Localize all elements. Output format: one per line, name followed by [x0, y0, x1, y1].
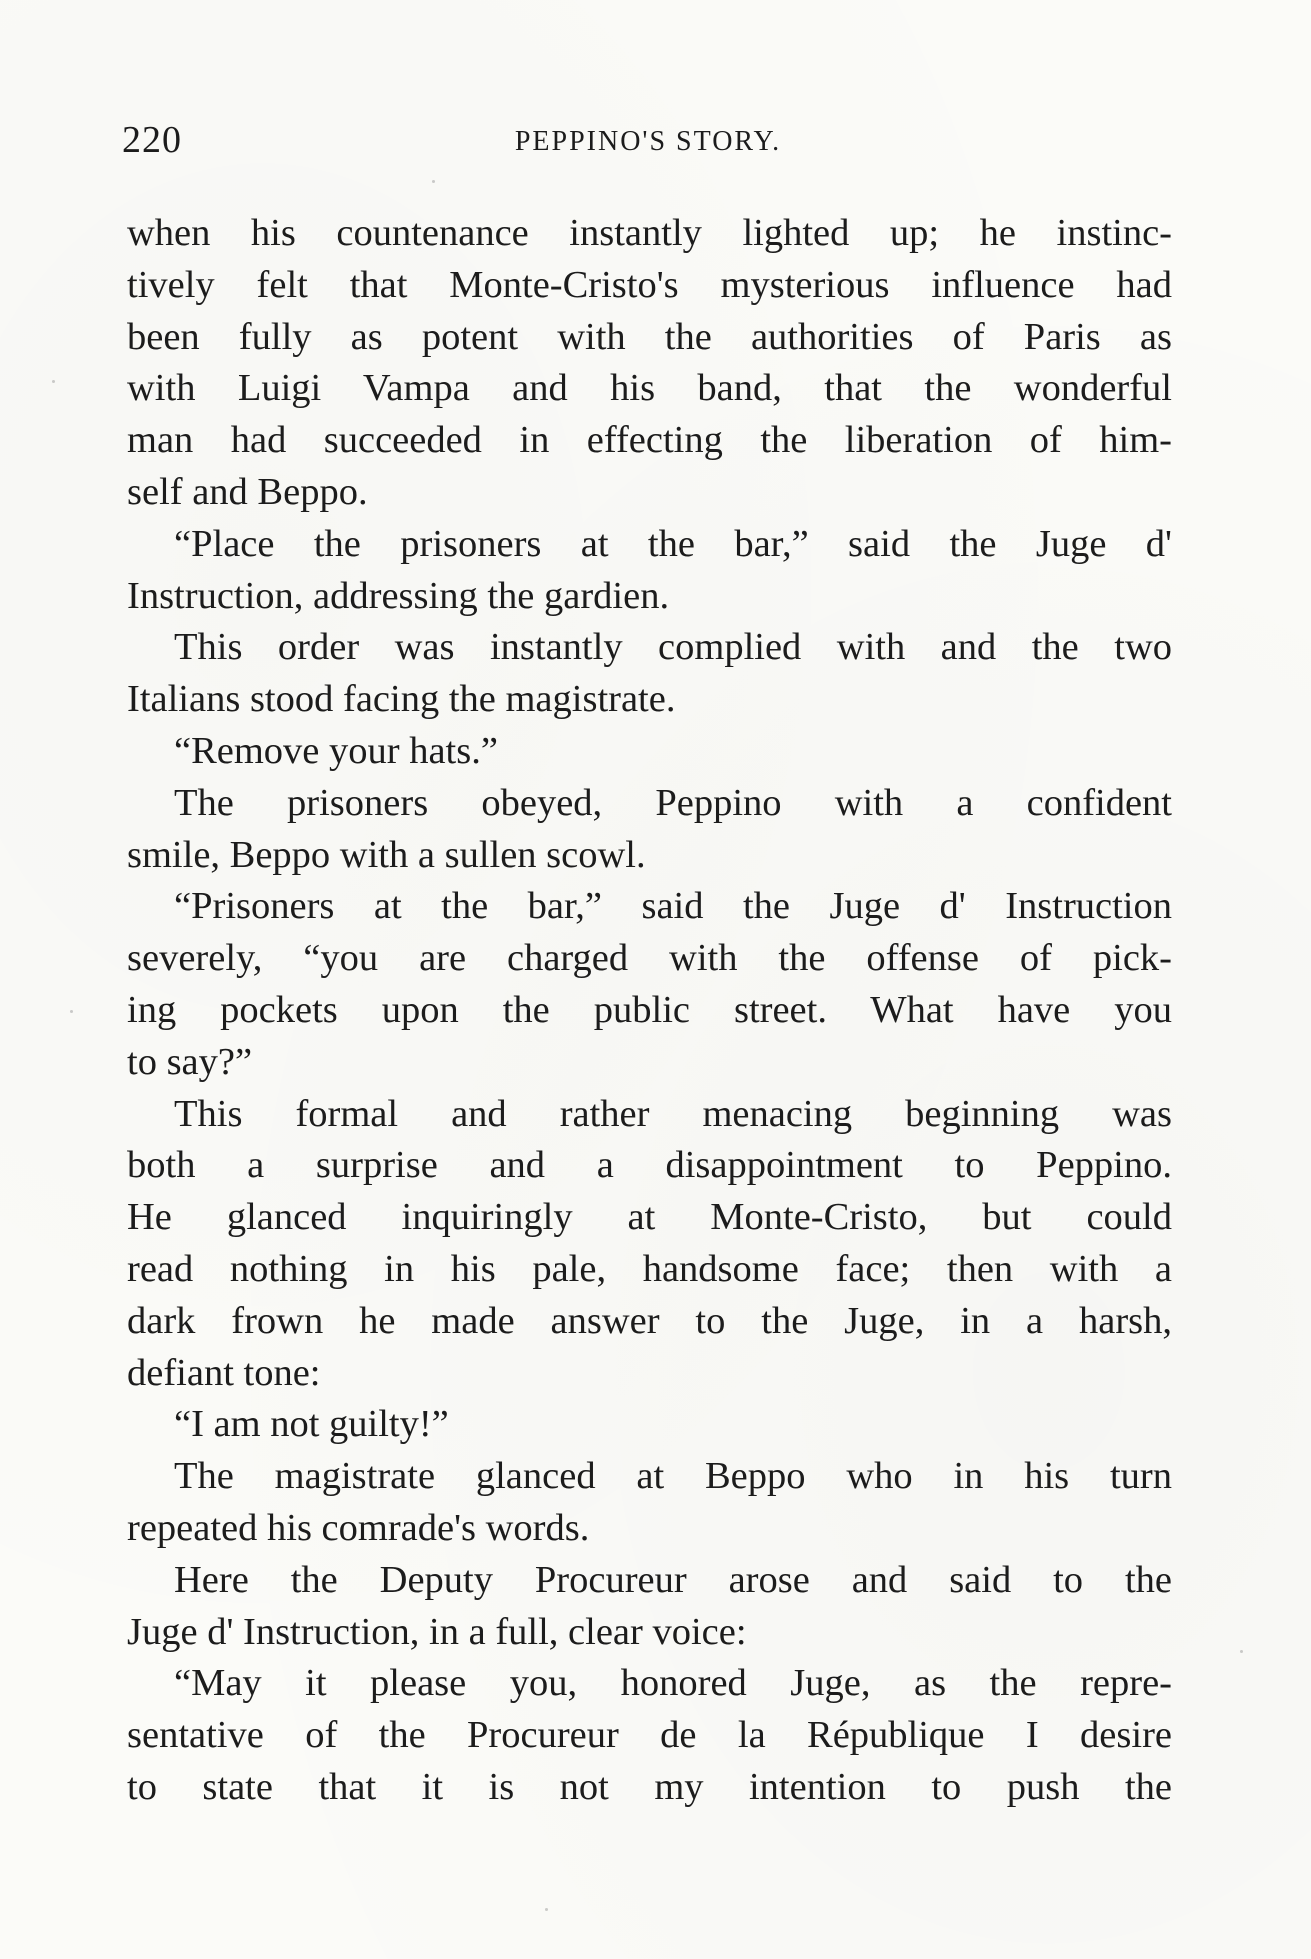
- paper-speck: [432, 180, 435, 183]
- text-line: “Place the prisoners at the bar,” said the Juge d': [174, 522, 1172, 565]
- text-line: He glanced inquiringly at Monte-Cristo, but could: [127, 1196, 1172, 1239]
- text-line: “Remove your hats.”: [174, 729, 498, 772]
- text-line: with Luigi Vampa and his band, that the wonderful: [127, 367, 1172, 410]
- text-line: sentative of the Procureur de la République I desire: [127, 1714, 1172, 1757]
- text-line: defiant tone:: [127, 1351, 321, 1394]
- text-line: been fully as potent with the authorities of Paris as: [127, 315, 1172, 358]
- text-line: The magistrate glanced at Beppo who in his turn: [174, 1455, 1172, 1498]
- running-title: PEPPINO'S STORY.: [514, 126, 782, 157]
- paper-speck: [70, 1010, 73, 1013]
- text-line: “I am not guilty!”: [174, 1403, 449, 1446]
- text-line: self and Beppo.: [127, 470, 368, 513]
- text-line: This formal and rather menacing beginning was: [174, 1092, 1172, 1135]
- paper-speck: [545, 1908, 548, 1911]
- text-line: “May it please you, honored Juge, as the repre-: [174, 1662, 1172, 1705]
- text-line: when his countenance instantly lighted up; he instinc-: [127, 212, 1172, 254]
- text-line: ing pockets upon the public street. What have you: [127, 988, 1172, 1031]
- paper-speck: [52, 380, 55, 383]
- text-line: smile, Beppo with a sullen scowl.: [127, 833, 646, 876]
- text-line: Juge d' Instruction, in a full, clear voice:: [127, 1610, 747, 1653]
- text-line: Italians stood facing the magistrate.: [127, 678, 676, 721]
- text-line: read nothing in his pale, handsome face; then with a: [127, 1247, 1172, 1290]
- text-line: both a surprise and a disappointment to Peppino.: [127, 1144, 1172, 1187]
- body-text: [127, 208, 1172, 1814]
- text-line: repeated his comrade's words.: [127, 1506, 590, 1549]
- text-line: to say?”: [127, 1040, 253, 1083]
- text-line: man had succeeded in effecting the liberation of him-: [127, 419, 1172, 462]
- text-line: severely, “you are charged with the offense of pick-: [127, 937, 1172, 980]
- text-line: to state that it is not my intention to push the: [127, 1765, 1172, 1808]
- text-line: dark frown he made answer to the Juge, in a harsh,: [127, 1299, 1172, 1342]
- text-line: Here the Deputy Procureur arose and said to the: [174, 1558, 1172, 1601]
- text-line: “Prisoners at the bar,” said the Juge d' Instruction: [174, 885, 1172, 928]
- paper-speck: [1240, 1650, 1243, 1653]
- text-line: Instruction, addressing the gardien.: [127, 574, 670, 617]
- page-number: 220: [122, 119, 182, 161]
- page-header: [122, 118, 1174, 168]
- text-line: The prisoners obeyed, Peppino with a confident: [174, 781, 1172, 824]
- text-line: This order was instantly complied with and the two: [174, 626, 1172, 669]
- text-line: tively felt that Monte-Cristo's mysterious influence had: [127, 263, 1172, 306]
